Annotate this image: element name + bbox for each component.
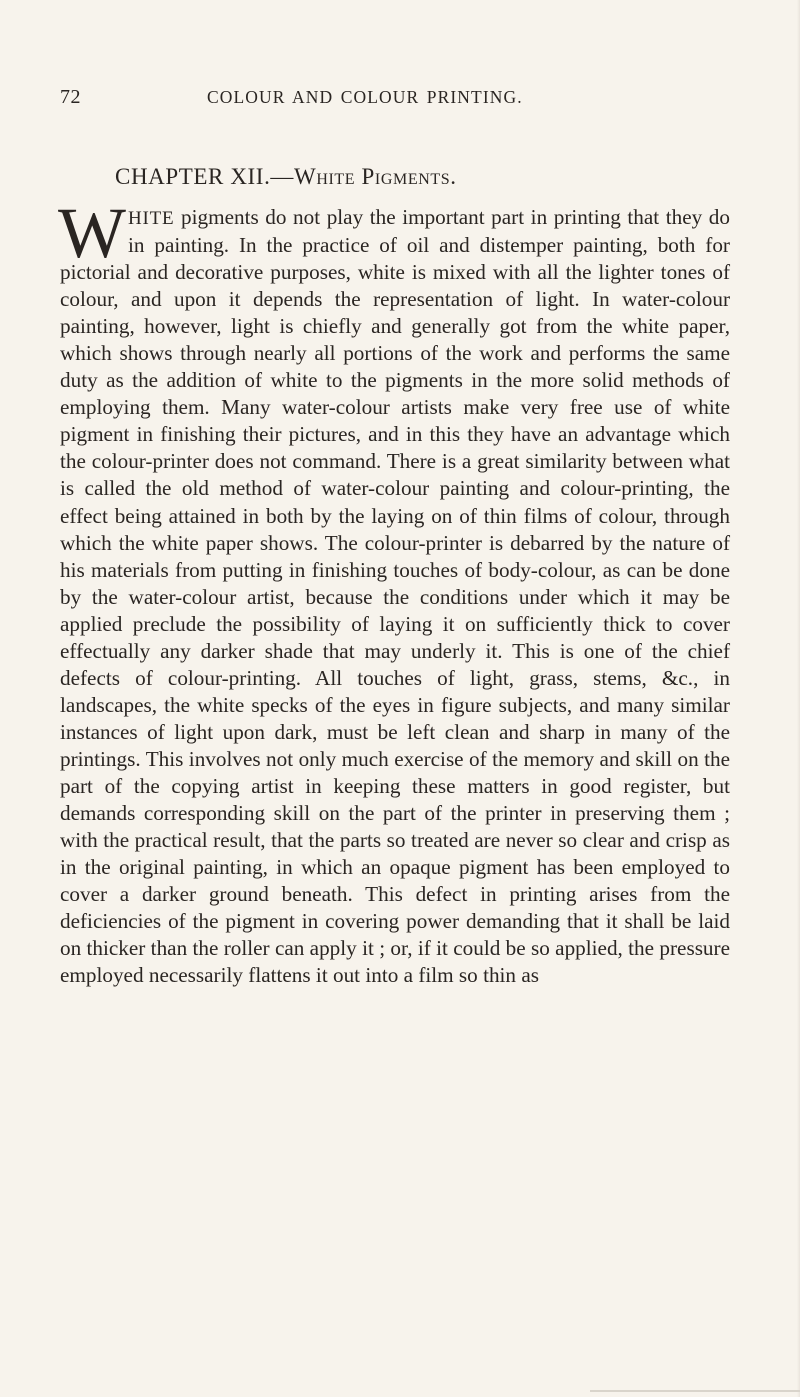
- running-title: COLOUR AND COLOUR PRINTING.: [207, 87, 523, 107]
- drop-cap: W: [58, 193, 126, 273]
- chapter-heading: [115, 164, 735, 190]
- paragraph-text: pigments do not play the important part in printing that they do in painting. In the practice of oil and distemper painting, both for pictorial and decorative purposes, white is mixed with all the lighter tones of colour, and upon it depends the representation of light. In water-colour painting, however, light is chiefly and generally got from the white paper, which shows through nearly all portions of the work and performs the same duty as the addition of white to the pigments in the more solid methods of employing them. Many water-colour artists make very free use of white pigment in finishing their pictures, and in this they have an advantage which the colour-printer does not command. There is a great similarity between what is called the old method of water-colour painting and colour-printing, the effect being attained in both by the laying on of thin films of colour, through which the white paper shows. The colour-printer is debarred by the nature of his materials from putting in finishing touches of body-colour, as can be done by the water-colour artist, because the conditions under which it may be applied preclude the possibility of laying it on sufficiently thick to cover effectually any darker shade that may underly it. This is one of the chief defects of colour-printing. All touches of light, grass, stems, &c., in landscapes, the white specks of the eyes in figure subjects, and many similar instances of light upon dark, must be left clean and sharp in many of the printings. This involves not only much exercise of the memory and skill on the part of the copying artist in keeping these matters in good register, but demands corresponding skill on the part of the printer in preserving them ; with the practical result, that the parts so treated are never so clear and crisp as in the original painting, in which an opaque pigment has been employed to cover a darker ground beneath. This defect in printing arises from the deficiencies of the pigment in covering power demanding that it shall be laid on thicker than the roller can apply it ; or, if it could be so applied, the pressure employed necessarily flattens it out into a film so thin as: [60, 205, 730, 988]
- chapter-number: CHAPTER XII.—: [115, 164, 295, 189]
- first-word-rest: HITE: [127, 208, 175, 229]
- chapter-title: White Pigments.: [294, 164, 457, 189]
- page-number: 72: [60, 86, 81, 108]
- running-head: [60, 86, 760, 110]
- page-bottom-edge: [590, 1390, 800, 1392]
- body-paragraph: [58, 193, 730, 989]
